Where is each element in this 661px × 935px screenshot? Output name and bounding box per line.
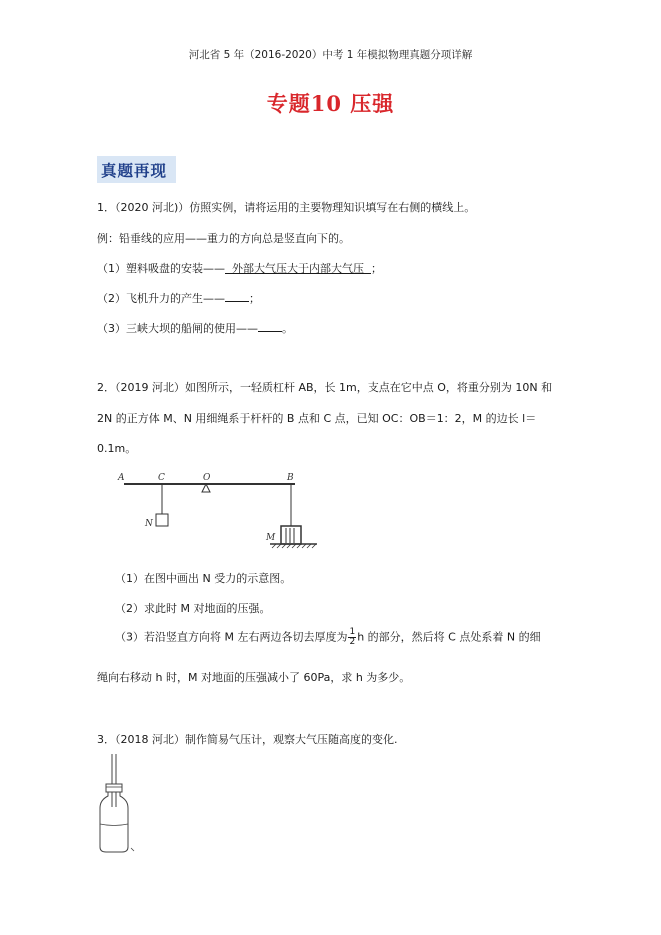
q2-sub3 <box>115 628 541 647</box>
lever-diagram <box>110 468 325 553</box>
q1-item3 <box>97 320 293 336</box>
section-heading <box>97 156 176 183</box>
q1-item2-blank <box>225 291 249 302</box>
fulcrum-icon <box>202 484 210 492</box>
section-title: 真题再现 <box>101 161 168 180</box>
water-level <box>100 824 128 826</box>
q2-sub3-suffix: h 的部分，然后将 C 点处系着 N 的细 <box>357 630 541 644</box>
q1-item1-prefix: （1）塑料吸盘的安装—— <box>97 262 225 275</box>
fraction-one-half <box>348 628 356 647</box>
q2-sub3-prefix: （3）若沿竖直方向将 M 左右两边各切去厚度为 <box>115 630 348 644</box>
q2-line2: 2N 的正方体 M、N 用细绳系于杆杆的 B 点和 C 点，已知 OC：OB＝1：2，M 的边长 l＝ <box>97 412 537 425</box>
label-o: O <box>203 473 211 483</box>
page-title: 专题10 压强 <box>266 91 395 116</box>
q1-item3-suffix: 。 <box>282 322 293 335</box>
bottle-body <box>100 792 128 852</box>
q2-sub2: （2）求此时 M 对地面的压强。 <box>115 602 271 615</box>
q3-line1: 3．（2018 河北）制作简易气压计，观察大气压随高度的变化. <box>97 733 398 746</box>
q1-item2-prefix: （2）飞机升力的产生—— <box>97 292 225 305</box>
q1-item3-blank <box>258 321 282 332</box>
block-n <box>156 514 168 526</box>
page-header: 河北省 5 年（2016-2020）中考 1 年模拟物理真题分项详解 <box>188 49 473 61</box>
label-n: N <box>145 519 153 529</box>
q1-item1-answer: 外部大气压大于内部大气压 <box>225 262 371 275</box>
label-a: A <box>118 473 125 483</box>
q1-item2 <box>97 290 260 306</box>
q1-item2-suffix: ； <box>249 292 260 305</box>
q1-example: 例：铅垂线的应用——重力的方向总是竖直向下的。 <box>97 232 350 245</box>
bottle-cap <box>106 784 122 792</box>
label-m: M <box>266 533 276 543</box>
label-c: C <box>158 473 165 483</box>
q1-item1 <box>97 260 382 276</box>
q2-sub1: （1）在图中画出 N 受力的示意图。 <box>115 572 292 585</box>
frac-den: 2 <box>349 637 356 647</box>
barometer-bottle-diagram <box>98 752 143 857</box>
label-b: B <box>287 473 294 483</box>
q1-item1-suffix: ； <box>371 262 382 275</box>
q2-line1: 2．（2019 河北）如图所示，一轻质杠杆 AB，长 1m，支点在它中点 O，将重分别为 10N 和 <box>97 381 553 394</box>
q2-line3: 0.1m。 <box>97 442 137 455</box>
q1-item3-prefix: （3）三峡大坝的船闸的使用—— <box>97 322 258 335</box>
q1-intro: 1．（2020 河北)）仿照实例，请将运用的主要物理知识填写在右侧的横线上。 <box>97 201 476 214</box>
q2-sub3-line2: 绳向右移动 h 时，M 对地面的压强减小了 60Pa，求 h 为多少。 <box>97 671 411 684</box>
frac-num: 1 <box>349 627 356 637</box>
block-m <box>281 526 301 544</box>
